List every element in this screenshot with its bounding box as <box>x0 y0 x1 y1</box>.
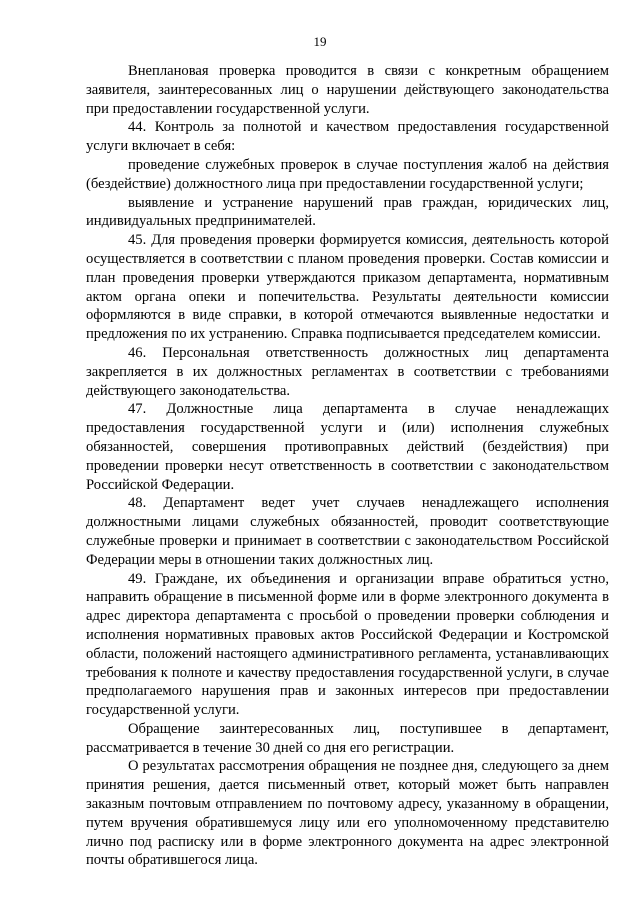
paragraph-48-records: 48. Департамент ведет учет случаев ненадлежащего исполнения должностными лицами служебных обязанностей, проводит соответствующие служебные проверки и принимает в соответствии с законодательством Российской Федерации меры в отношении таких должностных лиц. <box>86 495 609 568</box>
paragraph-44-violations: выявление и устранение нарушений прав граждан, юридических лиц, индивидуальных предпринимателей. <box>86 194 609 230</box>
paragraph-unscheduled-inspection: Внеплановая проверка проводится в связи с конкретным обращением заявителя, заинтересованных лиц о нарушении действующего законодательства при предоставлении государственной услуги. <box>86 63 609 117</box>
paragraph-47-liability: 47. Должностные лица департамента в случае ненадлежащих предоставления государственной услуги и (или) исполнения служебных обязанностей, совершения противоправных действий (бездействия) при проведении проверки несут ответственность в соответствии с законодательством Российской Федерации. <box>86 401 609 493</box>
paragraph-44-official-checks: проведение служебных проверок в случае поступления жалоб на действия (бездействие) должностного лица при предоставлении государственной услуги; <box>86 156 609 192</box>
paragraph-response: О результатах рассмотрения обращения не позднее дня, следующего за днем принятия решения, дается письменный ответ, который может быть направлен заказным почтовым отправлением по почтовому адресу, указанному в обращении, путем вручения обратившемуся лицу или его уполномоченному представителю лично под расписку или в форме электронного документа на адрес электронной почты обратившегося лица. <box>86 758 609 869</box>
paragraph-appeal-review: Обращение заинтересованных лиц, поступившее в департамент, рассматривается в течение 30 дней со дня его регистрации. <box>86 720 609 756</box>
page-number: 19 <box>313 34 327 49</box>
paragraph-45-commission: 45. Для проведения проверки формируется комиссия, деятельность которой осуществляется в соответствии с планом проведения проверки. Состав комиссии и план проведения проверки утверждаются приказом департамента, нормативным актом органа опеки и попечительства. Результаты деятельности комиссии оформляются в виде справки, в которой отмечаются выявленные недостатки и предложения по их устранению. Справка подписывается председателем комиссии. <box>86 232 609 343</box>
paragraph-44-control: 44. Контроль за полнотой и качеством предоставления государственной услуги включает в себя: <box>86 119 609 155</box>
paragraph-49-appeals: 49. Граждане, их объединения и организации вправе обратиться устно, направить обращение в письменной форме или в форме электронного документа в адрес директора департамента с просьбой о проведении проверки соблюдения и исполнения нормативных правовых актов Российской Федерации и Костромской области, положений настоящего административного регламента, устанавливающих требования к полноте и качеству предоставления государственной услуги, в случае предполагаемого нарушения прав и законных интересов при предоставлении государственной услуги. <box>86 570 609 719</box>
paragraph-46-responsibility: 46. Персональная ответственность должностных лиц департамента закрепляется в их должностных регламентах в соответствии с требованиями действующего законодательства. <box>86 344 609 399</box>
document-body <box>86 62 609 870</box>
